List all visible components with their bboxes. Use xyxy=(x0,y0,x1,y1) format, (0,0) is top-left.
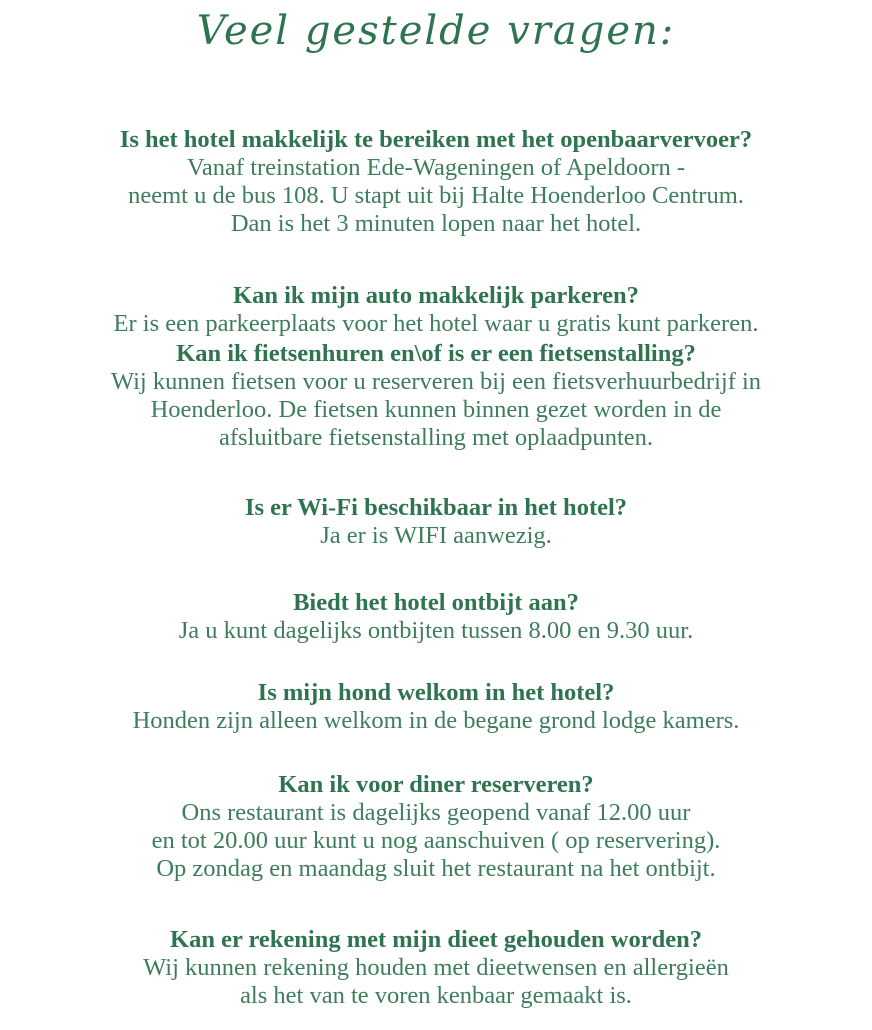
faq-answer-line: Ja er is WIFI aanwezig. xyxy=(320,522,552,549)
faq-item-dogs xyxy=(0,678,872,735)
faq-answer-line: Wij kunnen fietsen voor u reserveren bij een fietsverhuurbedrijf in xyxy=(110,368,762,395)
faq-item-breakfast xyxy=(0,588,872,645)
faq-question: Is er Wi-Fi beschikbaar in het hotel? xyxy=(244,494,628,521)
faq-question: Kan ik mijn auto makkelijk parkeren? xyxy=(233,282,639,309)
faq-answer-line: Ons restaurant is dagelijks geopend vanaf 12.00 uur xyxy=(181,799,691,826)
faq-item-public-transport xyxy=(0,125,872,238)
faq-item-diet xyxy=(0,925,872,1010)
page-title: Veel gestelde vragen: xyxy=(196,8,676,54)
faq-answer-line: als het van te voren kenbaar gemaakt is. xyxy=(240,982,632,1009)
faq-answer-line: Ja u kunt dagelijks ontbijten tussen 8.00 en 9.30 uur. xyxy=(178,617,694,644)
faq-answer-line: Op zondag en maandag sluit het restaurant na het ontbijt. xyxy=(156,855,716,882)
faq-answer-line: Er is een parkeerplaats voor het hotel waar u gratis kunt parkeren. xyxy=(113,310,759,337)
faq-answer-line: Honden zijn alleen welkom in de begane grond lodge kamers. xyxy=(132,707,740,734)
faq-answer-line: Wij kunnen rekening houden met dieetwensen en allergieën xyxy=(143,954,729,981)
faq-answer-line: afsluitbare fietsenstalling met oplaadpunten. xyxy=(218,424,654,451)
faq-question: Is het hotel makkelijk te bereiken met het openbaarvervoer? xyxy=(119,126,753,153)
faq-answer-line: Dan is het 3 minuten lopen naar het hotel. xyxy=(230,210,642,237)
faq-item-wifi xyxy=(0,493,872,550)
faq-answer-line: Vanaf treinstation Ede-Wageningen of Apeldoorn - xyxy=(186,154,686,181)
faq-question: Is mijn hond welkom in het hotel? xyxy=(257,679,615,706)
faq-question: Kan ik fietsenhuren en\of is er een fietsenstalling? xyxy=(176,340,696,367)
faq-answer-line: en tot 20.00 uur kunt u nog aanschuiven ( op reservering). xyxy=(151,827,721,854)
faq-item-bikes xyxy=(0,339,872,452)
faq-answer-line: Hoenderloo. De fietsen kunnen binnen gezet worden in de xyxy=(150,396,722,423)
faq-question: Biedt het hotel ontbijt aan? xyxy=(293,589,579,616)
faq-question: Kan ik voor diner reserveren? xyxy=(278,771,594,798)
faq-question: Kan er rekening met mijn dieet gehouden worden? xyxy=(170,926,702,953)
faq-answer-line: neemt u de bus 108. U stapt uit bij Halte Hoenderloo Centrum. xyxy=(128,182,744,209)
faq-item-parking xyxy=(0,281,872,338)
faq-item-dinner xyxy=(0,770,872,883)
